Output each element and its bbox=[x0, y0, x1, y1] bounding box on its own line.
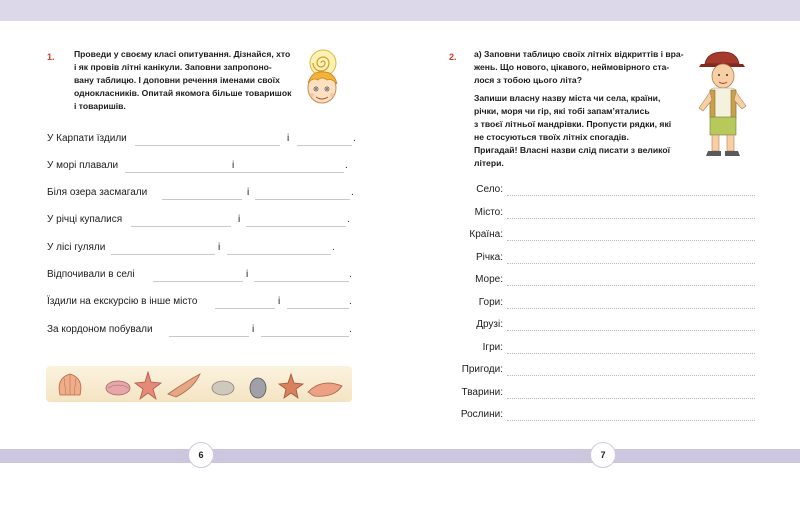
conch-shell-icon bbox=[308, 383, 342, 396]
task-2-instruction bbox=[474, 92, 704, 144]
survey-row bbox=[47, 242, 337, 256]
name-blank[interactable] bbox=[287, 307, 349, 309]
page-number-right: 7 bbox=[590, 442, 616, 468]
field-line[interactable] bbox=[507, 330, 755, 331]
row-conj: і bbox=[247, 187, 250, 198]
name-blank[interactable] bbox=[153, 280, 243, 282]
name-blank[interactable] bbox=[246, 225, 346, 227]
page-number-left: 6 bbox=[188, 442, 214, 468]
field-label: Тварини: bbox=[461, 387, 503, 398]
instruction-line: а) Заповни таблицю своїх літніх відкриттів і вра- bbox=[474, 49, 684, 59]
instruction-line: і товаришів. bbox=[74, 101, 126, 111]
name-blank[interactable] bbox=[261, 335, 349, 337]
row-end: . bbox=[345, 160, 348, 171]
survey-row bbox=[47, 214, 349, 228]
spiral-shell-icon bbox=[106, 381, 130, 395]
instruction-line: Запиши власну назву міста чи села, країни, bbox=[474, 93, 661, 103]
task-number-2: 2. bbox=[449, 52, 457, 62]
row-conj: і bbox=[232, 160, 235, 171]
field-label: Ігри: bbox=[482, 342, 503, 353]
field-label: Рослини: bbox=[460, 409, 503, 420]
task-2-part-a bbox=[474, 48, 704, 87]
field-line[interactable] bbox=[507, 285, 755, 286]
field-label: Село: bbox=[476, 184, 503, 195]
name-blank[interactable] bbox=[135, 144, 280, 146]
survey-row bbox=[47, 296, 353, 310]
shells-strip-icon bbox=[46, 366, 352, 402]
field-label: Друзі: bbox=[476, 319, 503, 330]
row-end: . bbox=[347, 214, 350, 225]
name-blank[interactable] bbox=[255, 198, 350, 200]
field-row bbox=[469, 319, 755, 333]
field-label: Гори: bbox=[478, 297, 503, 308]
field-row bbox=[469, 342, 755, 356]
mussel-shell-icon bbox=[250, 378, 266, 398]
task-number-1: 1. bbox=[47, 52, 55, 62]
name-blank[interactable] bbox=[169, 335, 249, 337]
row-label: У морі плавали bbox=[47, 160, 119, 171]
row-end: . bbox=[349, 269, 352, 280]
row-label: У Карпати їздили bbox=[47, 133, 127, 144]
row-label: Їздили на екскурсію в інше місто bbox=[47, 296, 198, 307]
starfish-icon bbox=[135, 372, 161, 399]
survey-row bbox=[47, 133, 355, 147]
row-end: . bbox=[351, 187, 354, 198]
instruction-line: лося з тобою цього літа? bbox=[474, 75, 582, 85]
field-line[interactable] bbox=[507, 420, 755, 421]
field-line[interactable] bbox=[507, 353, 755, 354]
instruction-line: і як провів літні канікули. Заповни запропоно- bbox=[74, 62, 272, 72]
scallop-shell-icon bbox=[59, 374, 81, 395]
task-1-instruction bbox=[74, 48, 304, 113]
instruction-line: не стосуються твоїх літніх спогадів. bbox=[474, 132, 629, 142]
survey-row bbox=[47, 324, 353, 338]
field-row bbox=[469, 184, 755, 198]
row-conj: і bbox=[287, 133, 290, 144]
instruction-line: Пригадай! Власні назви слід писати з великої bbox=[474, 145, 671, 155]
row-label: У лісі гуляли bbox=[47, 242, 106, 253]
task-2-reminder bbox=[474, 144, 704, 170]
name-blank[interactable] bbox=[215, 307, 275, 309]
row-conj: і bbox=[246, 269, 249, 280]
field-line[interactable] bbox=[507, 195, 755, 196]
field-line[interactable] bbox=[507, 398, 755, 399]
field-row bbox=[461, 364, 755, 378]
cone-shell-icon bbox=[168, 374, 200, 397]
row-conj: і bbox=[278, 296, 281, 307]
survey-row bbox=[47, 269, 353, 283]
name-blank[interactable] bbox=[162, 198, 242, 200]
name-blank[interactable] bbox=[254, 280, 349, 282]
name-blank[interactable] bbox=[240, 171, 344, 173]
instruction-line: річки, моря чи гір, які тобі запам’ятались bbox=[474, 106, 650, 116]
field-line[interactable] bbox=[507, 375, 755, 376]
field-row bbox=[460, 409, 755, 423]
field-label: Річка: bbox=[475, 252, 503, 263]
row-end: . bbox=[332, 242, 335, 253]
instruction-line: вану таблицю. І доповни речення іменами своїх bbox=[74, 75, 280, 85]
field-row bbox=[469, 297, 755, 311]
row-label: Біля озера засмагали bbox=[47, 187, 148, 198]
starfish-icon bbox=[279, 374, 303, 398]
instruction-line: однокласників. Опитай якомога більше товаришок bbox=[74, 88, 292, 98]
name-blank[interactable] bbox=[111, 253, 215, 255]
field-row bbox=[469, 207, 755, 221]
field-label: Море: bbox=[475, 274, 503, 285]
field-line[interactable] bbox=[507, 218, 755, 219]
row-conj: і bbox=[218, 242, 221, 253]
field-line[interactable] bbox=[507, 240, 755, 241]
survey-row bbox=[47, 187, 355, 201]
instruction-line: з твоєї літньої мандрівки. Пропусти рядки, які bbox=[474, 119, 672, 129]
row-conj: і bbox=[238, 214, 241, 225]
name-blank[interactable] bbox=[227, 253, 331, 255]
instruction-line: літери. bbox=[474, 158, 504, 168]
field-row bbox=[469, 229, 755, 243]
field-row bbox=[469, 252, 755, 266]
field-label: Пригоди: bbox=[461, 364, 503, 375]
field-row bbox=[469, 274, 755, 288]
instruction-line: жень. Що нового, цікавого, неймовірного ста- bbox=[474, 62, 670, 72]
row-end: . bbox=[349, 324, 352, 335]
name-blank[interactable] bbox=[297, 144, 352, 146]
instruction-line: Проведи у своєму класі опитування. Дізнайся, хто bbox=[74, 49, 291, 59]
row-label: За кордоном побували bbox=[47, 324, 153, 335]
row-end: . bbox=[349, 296, 352, 307]
name-blank[interactable] bbox=[131, 225, 231, 227]
row-label: У річці купалися bbox=[47, 214, 123, 225]
bottom-band bbox=[0, 449, 800, 463]
field-label: Країна: bbox=[469, 229, 503, 240]
row-label: Відпочивали в селі bbox=[47, 269, 135, 280]
field-label: Місто: bbox=[474, 207, 503, 218]
row-conj: і bbox=[252, 324, 255, 335]
survey-row bbox=[47, 160, 349, 174]
field-row bbox=[461, 387, 755, 401]
boy-face-icon bbox=[300, 47, 346, 109]
top-band bbox=[0, 0, 800, 21]
clam-shell-icon bbox=[212, 381, 234, 395]
row-end: . bbox=[353, 133, 356, 144]
boy-with-cap-icon bbox=[693, 48, 751, 160]
field-line[interactable] bbox=[507, 263, 755, 264]
field-line[interactable] bbox=[507, 308, 755, 309]
